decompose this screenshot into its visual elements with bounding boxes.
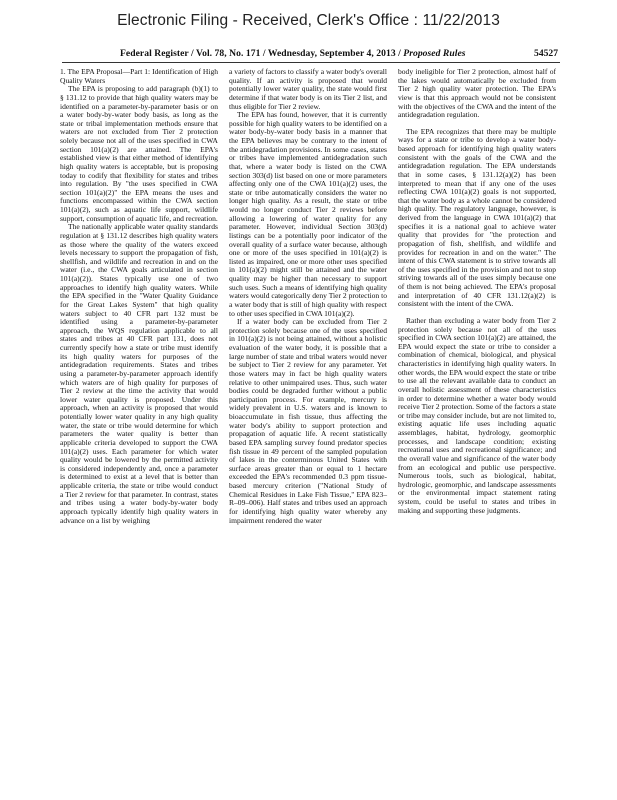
filing-stamp: Electronic Filing - Received, Clerk's Office : 11/22/2013 <box>117 12 500 29</box>
paragraph: If a water body can be excluded from Tier 2 protection solely because one of the uses specified in 101(a)(2) is not being attained, without a holistic evaluation of the water body, it is possible that a large number of state and tribal waters would never be subject to Tier 2 review for any parameter. Yet those waters may in fact be high quality waters relative to other unimpaired uses. Thus, such water bodies could be degraded further without a public participation process. For example, mercury is widely prevalent in U.S. waters and is known to bioaccumulate in fish tissue, thus affecting the water body's ability to support protection and propagation of aquatic life. A recent statistically based EPA sampling survey found predator species fish tissue in 49 percent of the sampled population of lakes in the conterminous United States with surface areas greater than or equal to 1 hectare exceeded the EPA's recommended 0.3 ppm tissue-based mercury criterion ("National Study of Chemical Residues in Lake Fish Tissue," EPA 823–R–09–006). Half states and tribes used an approach for identifying high quality water whereby any impairment rendered the water <box>229 317 387 525</box>
text-column-1 <box>60 68 218 525</box>
journal-name: Federal Register <box>120 48 189 59</box>
paragraph: a variety of factors to classify a water body's overall quality. If an activity is proposed that would potentially lower water quality, the state would first determine if that water body is on its Tier 2 list, and thus eligible for Tier 2 review. <box>229 67 387 111</box>
header-section: Proposed Rules <box>403 48 466 59</box>
paragraph: The EPA recognizes that there may be multiple ways for a state or tribe to develop a water body-based approach for identifying high quality waters consistent with the goals of the CWA and the antidegradation regulation. The EPA understands that in some cases, § 131.12(a)(2) has been interpreted to mean that if any one of the uses reflecting CWA 101(a)(2) goals is not supported, that the water body as a whole cannot be considered high quality. The regulatory language, however, is derived from the language in CWA 101(a)(2) that specifies it is a national goal to achieve water quality that provides for "the protection and propagation of fish, shellfish, and wildlife and provides for recreation in and on the water." The intent of this CWA statement is to strive towards all of the uses specified in the provision and not to stop striving towards all of the uses simply because one of them is not being achieved. The EPA's proposal and interpretation of 40 CFR 131.12(a)(2) is consistent with the intent of the CWA. <box>398 126 556 309</box>
paragraph: The EPA has found, however, that it is currently possible for high quality waters to be identified on a water body-by-water body basis in a manner that the EPA believes may be contrary to the intent of the antidegradation provisions. In some cases, states or tribes have implemented antidegradation such that, where a water body is listed on the CWA section 303(d) list based on one or more parameters affecting only one of the CWA 101(a)(2) uses, the state or tribe automatically considers the water no longer high quality. As a result, the state or tribe would no longer conduct Tier 2 reviews before allowing a lowering of water quality for any parameter. However, individual Section 303(d) listings can be a potentially poor indicator of the overall quality of a surface water because, although one or more of the uses specified in 101(a)(2) is listed as impaired, one or more other uses specified in 101(a)(2) might still be attained and the water quality may be higher than necessary to support such uses. Such a means of identifying high quality waters would categorically deny Tier 2 protection to a water body that is still of high quality with respect to other uses specified in CWA 101(a)(2). <box>229 110 387 318</box>
header-rule <box>62 62 560 63</box>
header-citation <box>120 48 466 59</box>
page-number: 54527 <box>534 48 558 59</box>
section-heading: 1. The EPA Proposal—Part 1: Identification of High Quality Waters <box>60 67 218 85</box>
paragraph: body ineligible for Tier 2 protection, almost half of the lakes would automatically be excluded from Tier 2 high quality water protection. The EPA's view is that this approach would not be consistent with the objectives of the CWA and the intent of the antidegradation regulation. <box>398 67 556 120</box>
text-column-3 <box>398 68 556 515</box>
header-meta: / Vol. 78, No. 171 / Wednesday, September 4, 2013 / <box>188 48 404 59</box>
paragraph: The EPA is proposing to add paragraph (b)(1) to § 131.12 to provide that high quality waters may be identified on a parameter-by-parameter basis or on a water body-by-water body basis, as long as the state or tribal implementation methods ensure that waters are not excluded from Tier 2 protection solely because not all of the uses specified in CWA section 101(a)(2) are attained. The EPA's established view is that either method of identifying high quality waters is acceptable, but is proposing today to codify that flexibility for states and tribes into regulation. By "the uses specified in CWA section 101(a)(2)" the EPA means the uses and functions encompassed within the CWA section 101(a)(2), such as aquatic life support, wildlife support, consumption of aquatic life, and recreation. <box>60 84 218 223</box>
paragraph: The nationally applicable water quality standards regulation at § 131.12 describes high quality waters as those where the quality of the waters exceed levels necessary to support the propagation of fish, shellfish, and wildlife and recreation in and on the water (i.e., the CWA goals articulated in section 101(a)(2)). States typically use one of two approaches to identify high quality waters. While the EPA specified in the "Water Quality Guidance for the Great Lakes System" that high quality waters subject to 40 CFR part 132 must be identified using a parameter-by-parameter approach, the WQS regulation applicable to all states and tribes at 40 CFR part 131, does not currently specify how a state or tribe must identify its high quality waters for purposes of the antidegradation requirements. States and tribes using a parameter-by-parameter approach identify which waters are of high quality for purposes of Tier 2 review at the time the activity that would lower water quality is proposed. Under this approach, when an activity is proposed that would potentially lower water quality in any high quality water, the state or tribe would determine for which parameters the water quality is better than applicable criteria developed to support the CWA 101(a)(2) uses. Each parameter for which water quality would be lowered by the permitted activity is considered independently and, once a parameter is determined to exist at a level that is better than applicable criteria, the state or tribe would conduct a Tier 2 review for that parameter. In contrast, states and tribes using a water body-by-water body approach typically identify high quality waters in advance on a list by weighing <box>60 222 218 525</box>
running-header <box>62 48 558 62</box>
paragraph: Rather than excluding a water body from Tier 2 protection solely because not all of the uses specified in CWA section 101(a)(2) are attained, the EPA would expect the state or tribe to consider a combination of chemical, biological, and physical characteristics in identifying high quality waters. In other words, the EPA would expect the state or tribe to use all the relevant available data to conduct an overall holistic assessment of these characteristics in order to determine whether a water body would receive Tier 2 protection. Some of the factors a state or tribe may consider include, but are not limited to, existing aquatic life uses including aquatic assemblages, habitat, hydrology, geomorphic processes, and landscape condition; existing recreational uses and recreational significance; and the overall value and significance of the water body from an ecological and public use perspective. Numerous tools, such as biological, habitat, hydrologic, geomorphic, and landscape assessments or the environmental impact statement rating system, could be useful to states and tribes in making and supporting these judgments. <box>398 315 556 515</box>
text-column-2 <box>229 68 387 525</box>
